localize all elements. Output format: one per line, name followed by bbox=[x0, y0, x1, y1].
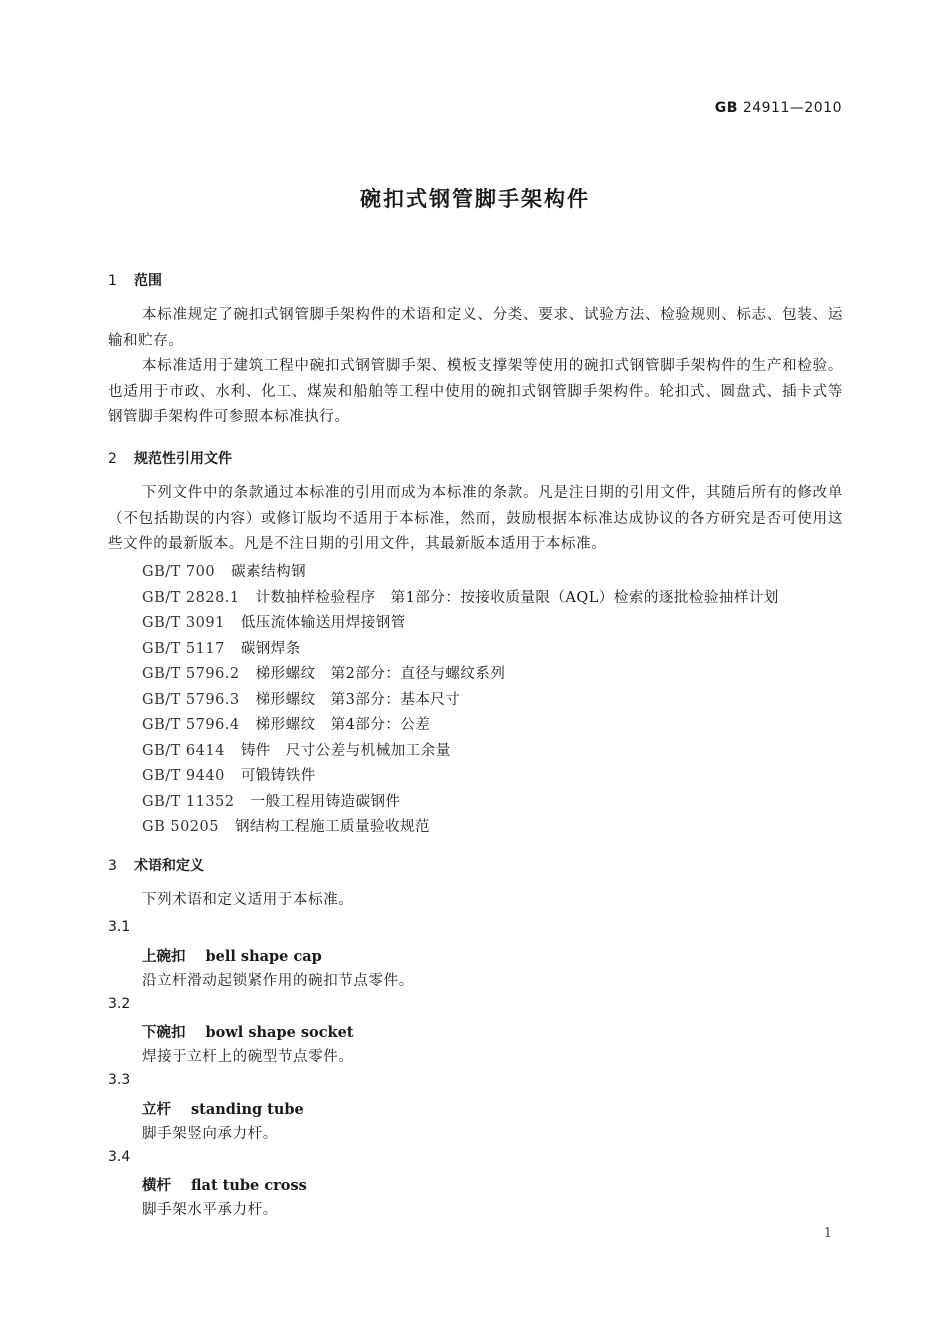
section-3-heading bbox=[108, 855, 204, 875]
section-1-paragraph-1: 本标准规定了碗扣式钢管脚手架构件的术语和定义、分类、要求、试验方法、检验规则、标志、包装、运输和贮存。 bbox=[108, 307, 843, 349]
section-number: 1 bbox=[108, 273, 117, 289]
section-number: 2 bbox=[108, 451, 117, 467]
section-1-paragraph-2: 本标准适用于建筑工程中碗扣式钢管脚手架、模板支撑架等使用的碗扣式钢管脚手架构件的生产和检验。也适用于市政、水利、化工、煤炭和船舶等工程中使用的碗扣式钢管脚手架构件。轮扣式、圆盘式、插卡式等钢管脚手架构件可参照本标准执行。 bbox=[108, 358, 843, 425]
page-number: 1 bbox=[823, 1226, 832, 1241]
standard-number: 24911—2010 bbox=[742, 100, 842, 116]
section-title: 术语和定义 bbox=[134, 858, 204, 874]
term-definition: 脚手架竖向承力杆。 bbox=[142, 1126, 278, 1142]
term-number: 3.2 bbox=[108, 996, 131, 1012]
normative-references-list bbox=[142, 560, 779, 841]
section-1-heading bbox=[108, 270, 162, 290]
term-name: 横杆 flat tube cross bbox=[142, 1177, 307, 1194]
standard-code bbox=[715, 100, 842, 116]
section-title: 范围 bbox=[134, 273, 162, 289]
term-number: 3.4 bbox=[108, 1149, 131, 1165]
term-name: 下碗扣 bowl shape socket bbox=[142, 1024, 354, 1041]
section-2-intro: 下列文件中的条款通过本标准的引用而成为本标准的条款。凡是注日期的引用文件，其随后所有的修改单（不包括勘误的内容）或修订版均不适用于本标准，然而，鼓励根据本标准达成协议的各方研究是否可使用这些文件的最新版本。凡是不注日期的引用文件，其最新版本适用于本标准。 bbox=[108, 485, 843, 552]
reference-item: GB/T 6414 铸件 尺寸公差与机械加工余量 bbox=[142, 742, 451, 759]
term-definition: 脚手架水平承力杆。 bbox=[142, 1202, 278, 1218]
section-3-intro: 下列术语和定义适用于本标准。 bbox=[142, 892, 354, 908]
reference-item: GB/T 5796.3 梯形螺纹 第3部分：基本尺寸 bbox=[142, 691, 461, 708]
term-definition: 焊接于立杆上的碗型节点零件。 bbox=[142, 1049, 354, 1065]
document-title: 碗扣式钢管脚手架构件 bbox=[360, 187, 590, 211]
term-number: 3.3 bbox=[108, 1072, 131, 1088]
section-number: 3 bbox=[108, 858, 117, 874]
term-definition: 沿立杆滑动起锁紧作用的碗扣节点零件。 bbox=[142, 973, 414, 989]
term-name: 上碗扣 bell shape cap bbox=[142, 948, 322, 965]
section-title: 规范性引用文件 bbox=[134, 451, 232, 467]
reference-item: GB/T 5796.2 梯形螺纹 第2部分：直径与螺纹系列 bbox=[142, 666, 506, 682]
reference-item: GB/T 700 碳素结构钢 bbox=[142, 564, 307, 580]
section-2-heading bbox=[108, 448, 232, 468]
term-number: 3.1 bbox=[108, 919, 131, 935]
reference-item: GB/T 2828.1 计数抽样检验程序 第1部分：按接收质量限（AQL）检索的逐批检验抽样计划 bbox=[142, 589, 779, 606]
reference-item: GB/T 5796.4 梯形螺纹 第4部分：公差 bbox=[142, 717, 431, 733]
term-name: 立杆 standing tube bbox=[142, 1101, 304, 1118]
reference-item: GB/T 9440 可锻铸铁件 bbox=[142, 768, 316, 784]
reference-item: GB/T 5117 碳钢焊条 bbox=[142, 640, 301, 657]
reference-item: GB 50205 钢结构工程施工质量验收规范 bbox=[142, 819, 430, 835]
standard-prefix: GB bbox=[714, 100, 738, 116]
reference-item: GB/T 11352 一般工程用铸造碳钢件 bbox=[142, 793, 401, 810]
reference-item: GB/T 3091 低压流体输送用焊接钢管 bbox=[142, 615, 406, 631]
